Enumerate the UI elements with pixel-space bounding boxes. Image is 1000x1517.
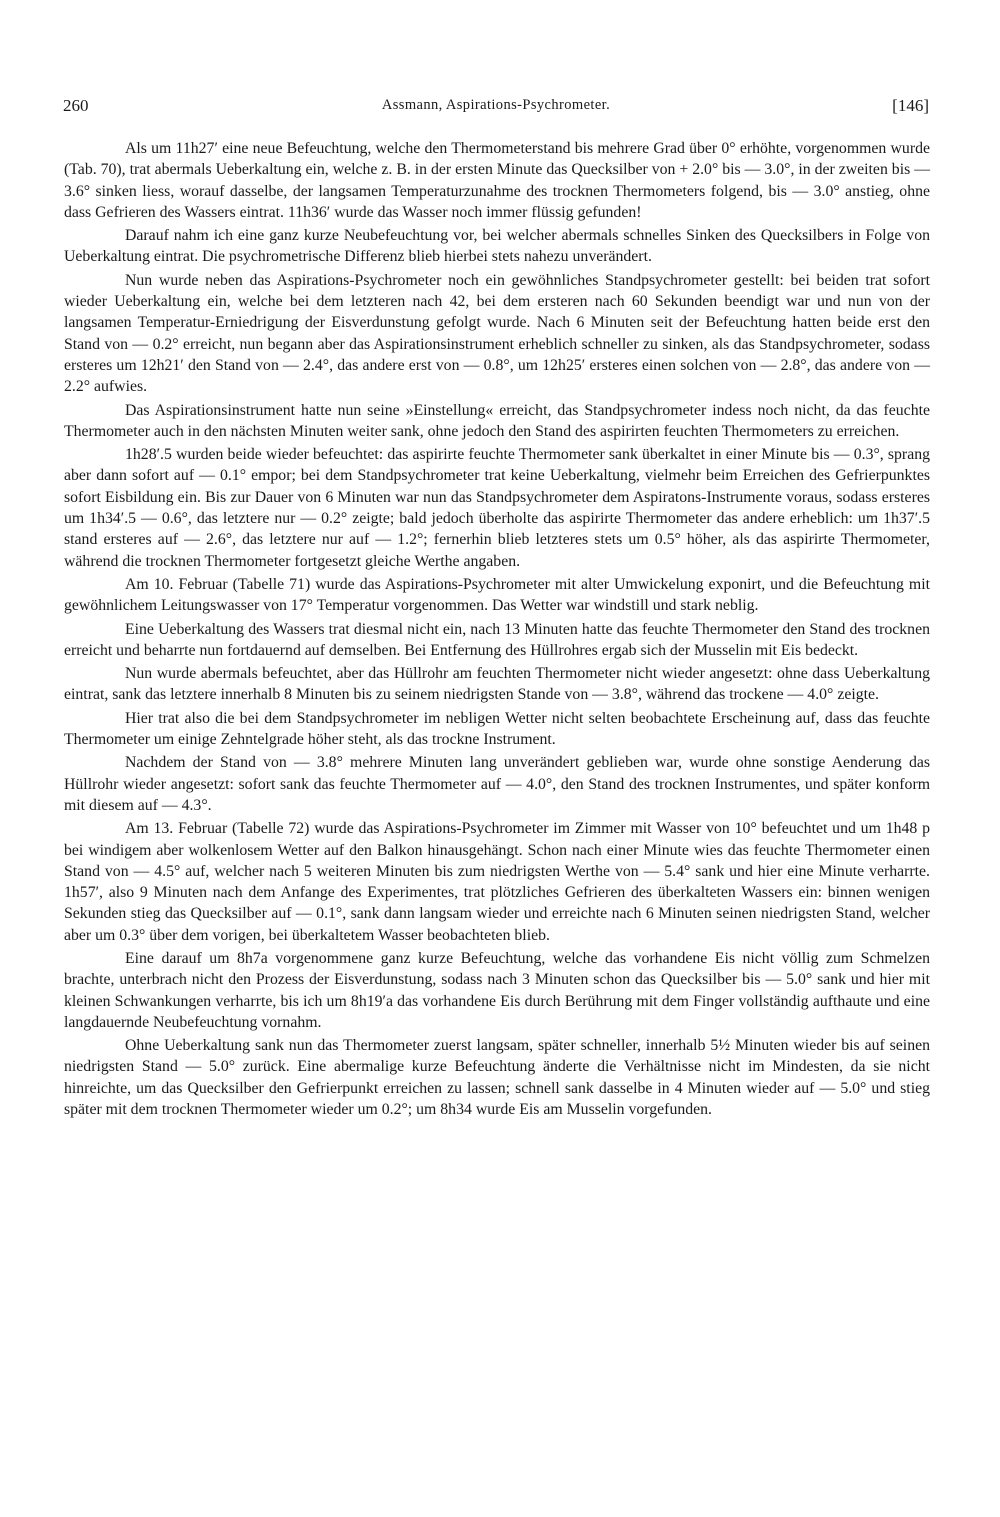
body-text bbox=[64, 138, 930, 1122]
paragraph: Als um 11h27′ eine neue Befeuchtung, welche den Thermometerstand bis mehrere Grad über 0° erhöhte, vorgenommen wurde (Tab. 70), trat abermals Ueberkaltung ein, welche z. B. in der ersten Minute das Quecksilber von + 2.0° bis — 3.0°, in der zweiten bis — 3.6° sinken liess, worauf dasselbe, der langsamen Temperaturzunahme des trocknen Thermometers folgend, bis — 3.0° anstieg, ohne dass Gefrieren des Wassers eintrat. 11h36′ wurde das Wasser noch immer flüssig gefunden! bbox=[64, 140, 930, 221]
original-page-number: [146] bbox=[892, 96, 929, 115]
paragraph: Nun wurde neben das Aspirations-Psychrometer noch ein gewöhnliches Standpsychrometer gestellt: bei beiden trat sofort wieder Ueberkaltung ein, welche bei dem letzteren nach 42, bei dem ersteren nach 60 Sekunden beendigt war und nun von der langsamen Temperatur-Erniedrigung der Eisverdunstung gefolgt wurde. Nach 6 Minuten seit der Befeuchtung hatten beide erst den Stand von — 0.2° erreicht, nun begann aber das Aspirationsinstrument erheblich schneller zu sinken, als das Standpsychrometer, sodass ersteres um 12h21′ den Stand von — 2.4°, das andere erst von — 0.8°, um 12h25′ ersteres einen solchen von — 2.8°, das andere von — 2.2° aufwies. bbox=[64, 271, 930, 396]
paragraph: Nachdem der Stand von — 3.8° mehrere Minuten lang unverändert geblieben war, wurde ohne sonstige Aenderung das Hüllrohr wieder angesetzt: sofort sank das feuchte Thermometer auf — 4.0°, den Stand des trocknen Instrumentes, und später konform mit diesem auf — 4.3°. bbox=[64, 754, 930, 814]
paragraph: Ohne Ueberkaltung sank nun das Thermometer zuerst langsam, später schneller, innerhalb 5½ Minuten wieder bis auf seinen niedrigsten Stand — 5.0° zurück. Eine abermalige kurze Befeuchtung änderte die Verhältnisse nicht im Mindesten, da sie nicht hinreichte, um das Quecksilber den Gefrierpunkt erreichen zu lassen; schnell sank dasselbe in 4 Minuten wieder auf — 5.0° und stieg später mit dem trocknen Thermometer wieder um 0.2°; um 8h34 wurde Eis am Musselin vorgefunden. bbox=[64, 1037, 930, 1119]
page-number: 260 bbox=[63, 96, 89, 115]
paragraph: Am 10. Februar (Tabelle 71) wurde das Aspirations-Psychrometer mit alter Umwickelung exponirt, und die Befeuchtung mit gewöhnlichem Leitungswasser von 17° Temperatur vorgenommen. Das Wetter war windstill und stark neblig. bbox=[64, 575, 930, 615]
paragraph: Darauf nahm ich eine ganz kurze Neubefeuchtung vor, bei welcher abermals schnelles Sinken des Quecksilbers in Folge von Ueberkaltung eintrat. Die psychrometrische Differenz blieb hierbei stets nahezu unverändert. bbox=[64, 227, 930, 266]
paragraph: Am 13. Februar (Tabelle 72) wurde das Aspirations-Psychrometer im Zimmer mit Wasser von 10° befeuchtet und um 1h48 p bei windigem aber wolkenlosem Wetter auf den Balkon hinausgehängt. Schon nach einer Minute wies das feuchte Thermometer einen Stand von — 4.5° auf, welcher nach 5 weiteren Minuten bis zum niedrigsten Werthe von — 5.4° sank und hier eine Minute verharrte. 1h57′, also 9 Minuten nach dem Anfange des Experimentes, trat plötzliches Gefrieren des überkalteten Wassers ein: binnen wenigen Sekunden stieg das Quecksilber auf — 0.1°, sank dann langsam wieder und erreichte nach 6 Minuten seinen niedrigsten Stand, welcher aber um 0.3° über dem vorigen, bei überkaltetem Wasser beobachteten blieb. bbox=[64, 820, 930, 944]
paragraph: 1h28′.5 wurden beide wieder befeuchtet: das aspirirte feuchte Thermometer sank überkaltet in einer Minute bis — 0.3°, sprang aber dann sofort auf — 0.1° empor; bei dem Standpsychrometer trat keine Ueberkaltung, vielmehr beim Erreichen des Gefrierpunktes sofort Eisbildung ein. Bis zur Dauer von 6 Minuten war nun das Standpsychrometer dem Aspiratons-Instrumente voraus, sodass ersteres um 1h34′.5 — 0.6°, das letztere nur — 0.2° zeigte; bald jedoch überholte das aspirirte Thermometer das andere erheblich: um 1h37′.5 stand ersteres auf — 2.6°, das letztere nur auf — 1.2°; fernerhin blieb letzteres stets um 0.5° höher, als das aspirirte Thermometer, während die trocknen Thermometer fortgesetzt gleiche Werthe angaben. bbox=[64, 446, 930, 570]
page-header bbox=[63, 96, 929, 120]
paragraph: Eine Ueberkaltung des Wassers trat diesmal nicht ein, nach 13 Minuten hatte das feuchte Thermometer den Stand des trocknen erreicht und beharrte nun fortdauernd auf demselben. Bei Entfernung des Hüllrohres ergab sich der Musselin mit Eis bedeckt. bbox=[64, 620, 930, 659]
paragraph: Hier trat also die bei dem Standpsychrometer im nebligen Wetter nicht selten beobachtete Erscheinung auf, dass das feuchte Thermometer um einige Zehntelgrade höher steht, als das trockne Instrument. bbox=[64, 709, 930, 749]
paragraph: Das Aspirationsinstrument hatte nun seine »Einstellung« erreicht, das Standpsychrometer indess noch nicht, da das feuchte Thermometer auch in den nächsten Minuten weiter sank, ohne jedoch den Stand des aspirirten feuchten Thermometers zu erreichen. bbox=[64, 401, 930, 440]
running-title: Assmann, Aspirations-Psychrometer. bbox=[381, 97, 611, 113]
paragraph: Eine darauf um 8h7a vorgenommene ganz kurze Befeuchtung, welche das vorhandene Eis nicht völlig zum Schmelzen brachte, unterbrach nicht den Prozess der Eisverdunstung, sodass nach 3 Minuten schon das Quecksilber bis — 5.0° sank und hier mit kleinen Schwankungen verharrte, bis ich um 8h19′a das vorhandene Eis durch Berührung mit dem Finger vollständig aufthaute und eine langdauernde Neubefeuchtung vornahm. bbox=[64, 949, 930, 1031]
paragraph: Nun wurde abermals befeuchtet, aber das Hüllrohr am feuchten Thermometer nicht wieder angesetzt: ohne dass Ueberkaltung eintrat, sank das letztere innerhalb 8 Minuten bis zu seinem niedrigsten Stande von — 3.8°, während das trockene — 4.0° zeigte. bbox=[64, 665, 930, 704]
